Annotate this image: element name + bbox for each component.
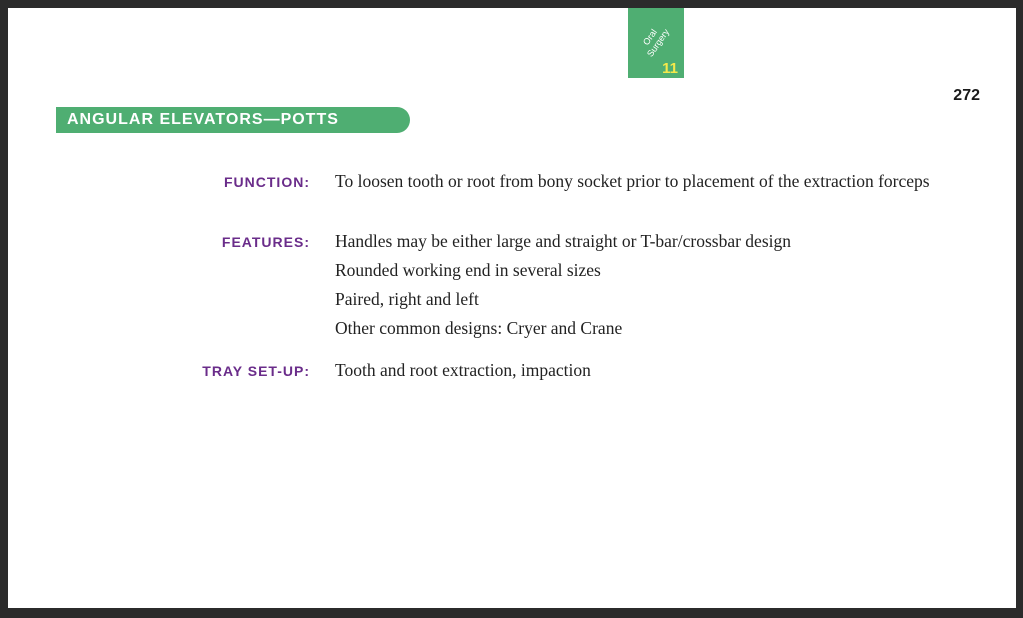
feature-item: Other common designs: Cryer and Crane — [335, 318, 623, 338]
page-title: ANGULAR ELEVATORS—POTTS — [67, 111, 339, 128]
chapter-tab-label: Oral Surgery — [640, 27, 672, 59]
chapter-tab-number: 11 — [662, 60, 678, 77]
features-list — [335, 232, 935, 348]
page-number: 272 — [953, 87, 980, 104]
tray-setup-label: TRAY SET-UP: — [202, 363, 310, 379]
feature-item: Handles may be either large and straight or T-bar/crossbar design — [335, 231, 791, 251]
feature-item: Paired, right and left — [335, 289, 479, 309]
title-banner — [56, 107, 410, 133]
features-label: FEATURES: — [221, 234, 310, 250]
document-page — [8, 8, 1016, 608]
tray-setup-text: Tooth and root extraction, impaction — [335, 360, 591, 380]
chapter-tab — [628, 8, 684, 78]
function-text: To loosen tooth or root from bony socket prior to placement of the extraction forceps — [335, 171, 930, 191]
function-label: FUNCTION: — [224, 174, 310, 190]
feature-item: Rounded working end in several sizes — [335, 260, 601, 280]
